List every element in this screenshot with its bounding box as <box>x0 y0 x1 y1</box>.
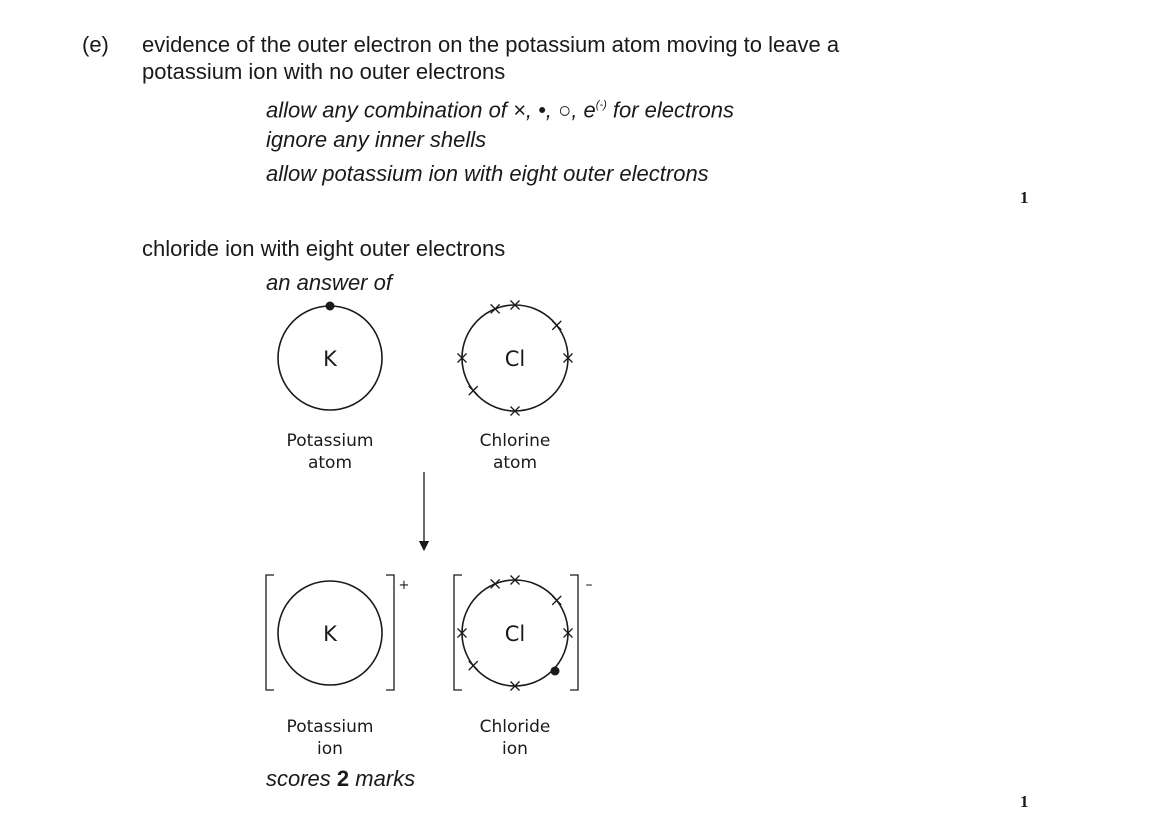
chloride-ion-label-1: Chloride <box>479 717 551 737</box>
chlorine-atom-electron-cross <box>491 304 500 313</box>
chlorine-atom-symbol: Cl <box>504 347 526 371</box>
potassium-ion <box>266 575 409 690</box>
chloride-ion-symbol: Cl <box>504 622 526 646</box>
potassium-atom <box>278 302 382 411</box>
potassium-atom-label-2: atom <box>307 453 353 473</box>
chloride-ion-label-2: ion <box>502 739 528 759</box>
mark-point-1-line-2: potassium ion with no outer electrons <box>142 59 506 84</box>
chloride-ion-right-bracket <box>570 575 578 690</box>
mark-point-1-note-2: ignore any inner shells <box>266 127 487 152</box>
chlorine-atom-electron-cross <box>469 386 478 395</box>
mark-value-2: 1 <box>1020 792 1029 811</box>
mark-value-1: 1 <box>1020 188 1029 207</box>
mark-point-2-line-1: chloride ion with eight outer electrons <box>142 236 506 261</box>
answer-intro: an answer of <box>266 270 392 295</box>
mark-point-1-note-3: allow potassium ion with eight outer electrons <box>266 161 709 186</box>
chloride-ion <box>454 575 593 691</box>
potassium-ion-charge: + <box>398 578 410 593</box>
chloride-ion-electron-cross <box>552 596 561 605</box>
chloride-gained-electron <box>551 667 560 676</box>
potassium-ion-right-bracket <box>386 575 394 690</box>
potassium-ion-symbol: K <box>323 622 337 646</box>
potassium-outer-electron <box>326 302 335 311</box>
note-1-text-end: for electrons <box>606 97 734 123</box>
note-1-text: allow any combination of ×, •, ○, e <box>266 97 596 123</box>
scores-text-end: marks <box>349 766 416 791</box>
potassium-ion-left-bracket <box>266 575 274 690</box>
chlorine-atom-label-2: atom <box>492 453 538 473</box>
part-label: (e) <box>82 32 109 57</box>
potassium-ion-label-2: ion <box>317 739 343 759</box>
chloride-ion-electron-cross <box>491 579 500 588</box>
chlorine-atom-label-1: Chlorine <box>479 431 551 451</box>
chloride-ion-charge: – <box>585 577 593 593</box>
potassium-atom-label-1: Potassium <box>286 431 374 451</box>
scores-text: scores <box>266 766 337 791</box>
chlorine-atom <box>458 301 573 416</box>
potassium-atom-symbol: K <box>323 347 337 371</box>
chlorine-atom-electron-cross <box>552 321 561 330</box>
chloride-ion-electron-cross <box>469 661 478 670</box>
note-1-superscript: (-) <box>595 99 607 111</box>
mark-point-1-line-1: evidence of the outer electron on the potassium atom moving to leave a <box>142 32 840 57</box>
potassium-ion-label-1: Potassium <box>286 717 374 737</box>
scores-number: 2 <box>336 766 350 791</box>
scores-statement <box>266 766 415 792</box>
